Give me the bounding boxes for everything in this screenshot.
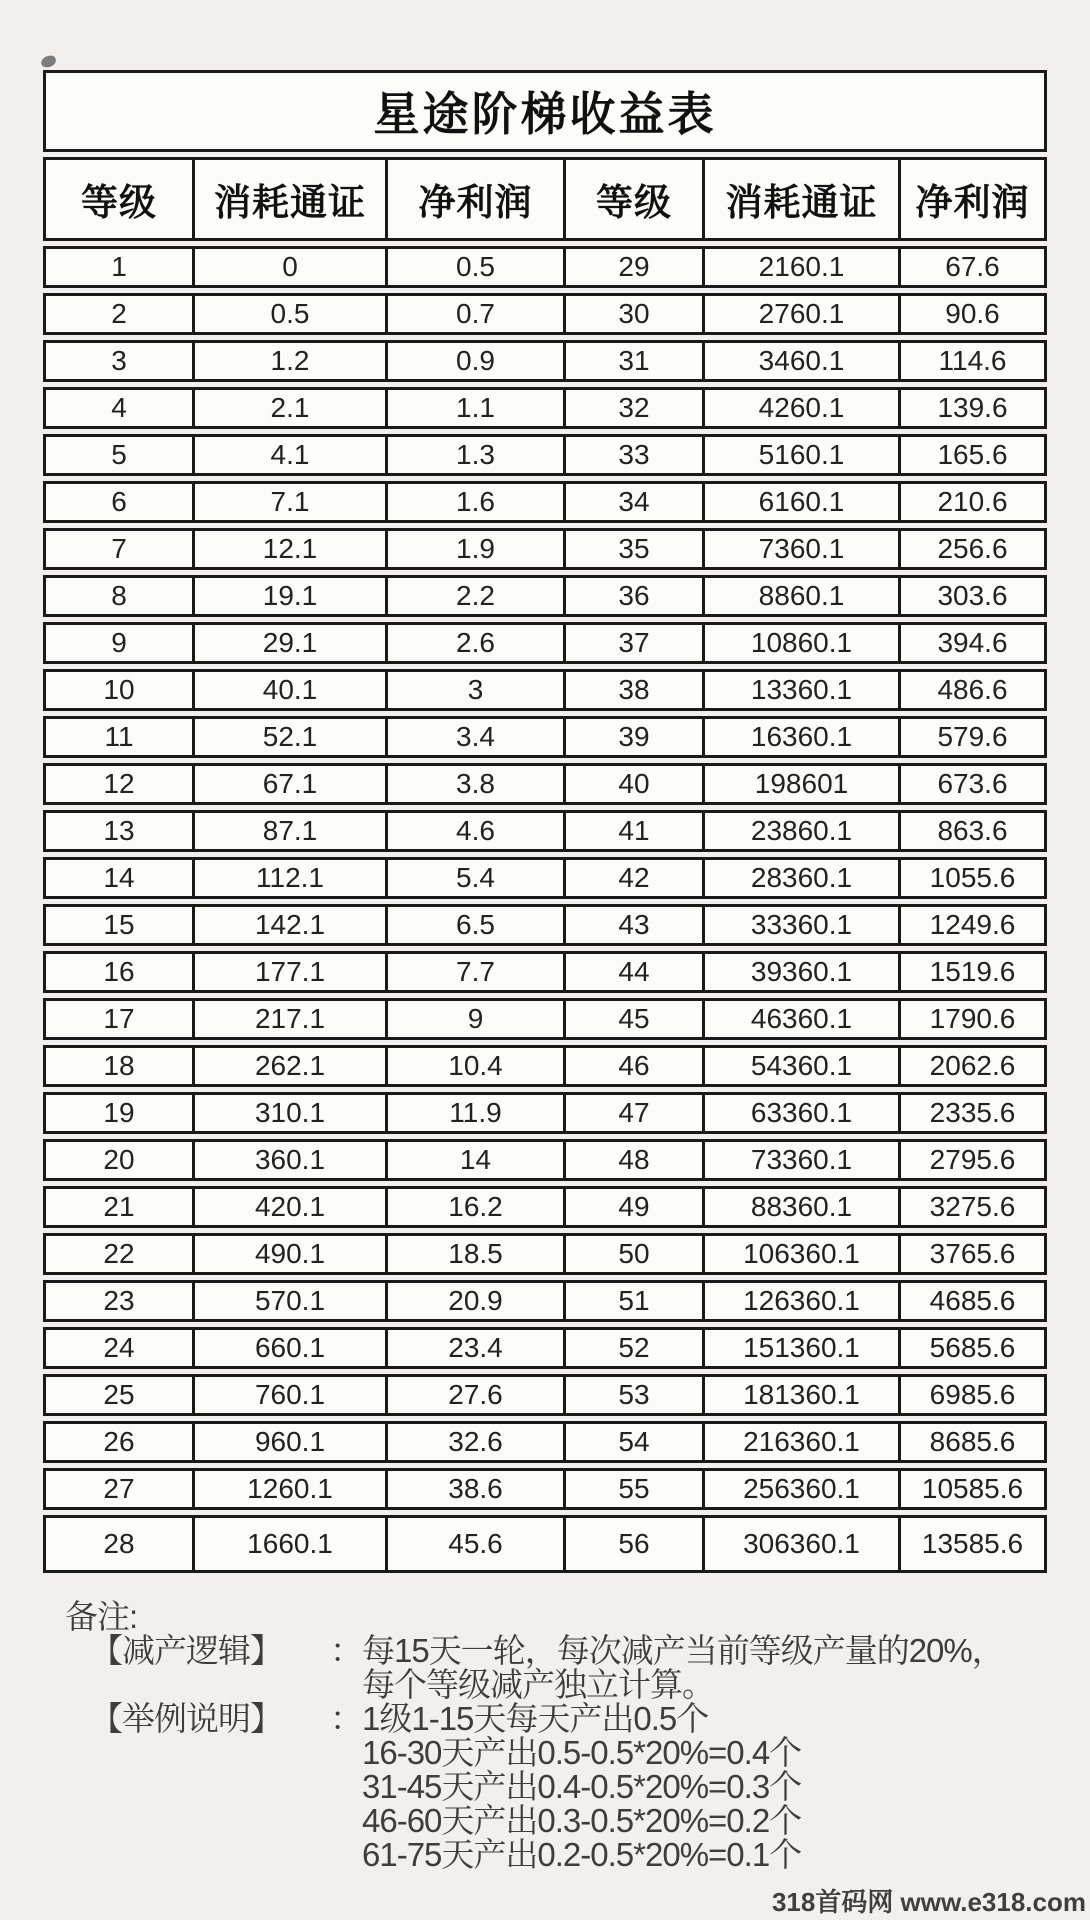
table-cell: 1	[111, 251, 127, 282]
table-row	[43, 1374, 1047, 1416]
table-cell: 5160.1	[702, 437, 898, 473]
table-row	[43, 434, 1047, 476]
table-cell: 210.6	[898, 484, 1044, 520]
table-cell: 306360.1	[702, 1518, 898, 1570]
table-cell: 23	[103, 1285, 135, 1316]
table-cell: 4	[111, 392, 127, 423]
table-cell: 7360.1	[702, 531, 898, 567]
table-row	[43, 951, 1047, 993]
table-cell: 6	[111, 486, 127, 517]
table-cell: 24	[103, 1332, 135, 1363]
table-cell: 8860.1	[702, 578, 898, 614]
notes-label: 备注:	[65, 1598, 138, 1635]
table-cell: 10585.6	[898, 1471, 1044, 1507]
table-row	[43, 1233, 1047, 1275]
table-cell: 55	[563, 1471, 702, 1507]
table-row	[43, 246, 1047, 288]
table-cell: 41	[563, 813, 702, 849]
table-cell: 25	[103, 1379, 135, 1410]
table-cell: 2.6	[385, 625, 563, 661]
table-cell: 8	[111, 580, 127, 611]
watermark: 318首码网 www.e318.com	[771, 1887, 1086, 1917]
table-cell: 67.6	[898, 249, 1044, 285]
table-cell: 256.6	[898, 531, 1044, 567]
table-cell: 2760.1	[702, 296, 898, 332]
table-row	[43, 1515, 1047, 1573]
table-cell: 49	[563, 1189, 702, 1225]
table-cell: 0.5	[192, 296, 385, 332]
table-cell: 63360.1	[702, 1095, 898, 1131]
table-cell: 4685.6	[898, 1283, 1044, 1319]
table-cell: 1660.1	[192, 1518, 385, 1570]
table-cell: 360.1	[192, 1142, 385, 1178]
table-cell: 490.1	[192, 1236, 385, 1272]
table-cell: 394.6	[898, 625, 1044, 661]
table-row	[43, 716, 1047, 758]
table-cell: 142.1	[192, 907, 385, 943]
table-cell: 1.6	[385, 484, 563, 520]
table-cell: 31	[563, 343, 702, 379]
table-cell: 3	[385, 672, 563, 708]
note-lines	[362, 1634, 1070, 1702]
table-cell: 126360.1	[702, 1283, 898, 1319]
table-cell: 6160.1	[702, 484, 898, 520]
table-cell: 6985.6	[898, 1377, 1044, 1413]
photo-smudge	[40, 55, 57, 69]
table-cell: 13360.1	[702, 672, 898, 708]
table-header-row	[43, 157, 1047, 241]
table-row	[43, 1327, 1047, 1369]
table-cell: 20.9	[385, 1283, 563, 1319]
table-cell: 15	[103, 909, 135, 940]
table-row	[43, 387, 1047, 429]
table-cell: 29	[563, 249, 702, 285]
table-cell: 177.1	[192, 954, 385, 990]
note-line: 16-30天产出0.5-0.5*20%=0.4个	[362, 1734, 802, 1771]
table-cell: 29.1	[192, 625, 385, 661]
table-cell: 3	[111, 345, 127, 376]
table-cell: 0.7	[385, 296, 563, 332]
table-cell: 181360.1	[702, 1377, 898, 1413]
table-row	[43, 1468, 1047, 1510]
table-cell: 570.1	[192, 1283, 385, 1319]
table-cell: 12.1	[192, 531, 385, 567]
table-cell: 23860.1	[702, 813, 898, 849]
table-cell: 37	[563, 625, 702, 661]
table-cell: 20	[103, 1144, 135, 1175]
table-cell: 114.6	[898, 343, 1044, 379]
table-cell: 73360.1	[702, 1142, 898, 1178]
table-cell: 2	[111, 298, 127, 329]
table-cell: 32.6	[385, 1424, 563, 1460]
table-cell: 28360.1	[702, 860, 898, 896]
table-body	[43, 246, 1047, 1573]
table-cell: 10.4	[385, 1048, 563, 1084]
table-cell: 760.1	[192, 1377, 385, 1413]
note-item	[90, 1702, 1070, 1872]
table-cell: 53	[563, 1377, 702, 1413]
table-cell: 3765.6	[898, 1236, 1044, 1272]
table-cell: 16.2	[385, 1189, 563, 1225]
table-cell: 8685.6	[898, 1424, 1044, 1460]
table-cell: 310.1	[192, 1095, 385, 1131]
header-cell: 净利润	[385, 160, 563, 238]
table-cell: 47	[563, 1095, 702, 1131]
table-cell: 16	[103, 956, 135, 987]
table-row	[43, 1421, 1047, 1463]
table-cell: 5685.6	[898, 1330, 1044, 1366]
table-cell: 18	[103, 1050, 135, 1081]
table-row	[43, 528, 1047, 570]
table-cell: 3.4	[385, 719, 563, 755]
table-cell: 151360.1	[702, 1330, 898, 1366]
note-lines	[362, 1702, 1070, 1872]
table-cell: 87.1	[192, 813, 385, 849]
table-cell: 56	[563, 1518, 702, 1570]
table-cell: 1519.6	[898, 954, 1044, 990]
table-cell: 1.3	[385, 437, 563, 473]
table-cell: 21	[103, 1191, 135, 1222]
table-cell: 198601	[702, 766, 898, 802]
table-cell: 106360.1	[702, 1236, 898, 1272]
note-line: 31-45天产出0.4-0.5*20%=0.3个	[362, 1768, 802, 1805]
table-cell: 1790.6	[898, 1001, 1044, 1037]
table-cell: 11.9	[385, 1095, 563, 1131]
table-cell: 45.6	[385, 1518, 563, 1570]
table-row	[43, 1186, 1047, 1228]
table-cell: 112.1	[192, 860, 385, 896]
table-cell: 7	[111, 533, 127, 564]
table-cell: 3275.6	[898, 1189, 1044, 1225]
note-line: 每个等级减产独立计算。	[362, 1666, 714, 1703]
table-cell: 44	[563, 954, 702, 990]
table-cell: 1.1	[385, 390, 563, 426]
table-row	[43, 763, 1047, 805]
table-cell: 0.5	[385, 249, 563, 285]
table-cell: 4.1	[192, 437, 385, 473]
table-cell: 14	[385, 1142, 563, 1178]
note-tag: 【减产逻辑】 ：	[90, 1632, 362, 1669]
table-cell: 18.5	[385, 1236, 563, 1272]
table-cell: 13	[103, 815, 135, 846]
table-cell: 1260.1	[192, 1471, 385, 1507]
table-row	[43, 669, 1047, 711]
table-cell: 12	[103, 768, 135, 799]
table-cell: 660.1	[192, 1330, 385, 1366]
table-cell: 14	[103, 862, 135, 893]
header-cell: 等级	[563, 160, 702, 238]
income-table	[43, 70, 1047, 1573]
table-cell: 39	[563, 719, 702, 755]
table-cell: 19	[103, 1097, 135, 1128]
table-cell: 303.6	[898, 578, 1044, 614]
table-row	[43, 340, 1047, 382]
header-cell: 净利润	[898, 160, 1044, 238]
table-cell: 10860.1	[702, 625, 898, 661]
table-cell: 4260.1	[702, 390, 898, 426]
table-row	[43, 1092, 1047, 1134]
table-row	[43, 622, 1047, 664]
table-cell: 27.6	[385, 1377, 563, 1413]
table-cell: 50	[563, 1236, 702, 1272]
table-row	[43, 1139, 1047, 1181]
table-row	[43, 1280, 1047, 1322]
table-cell: 32	[563, 390, 702, 426]
table-cell: 1249.6	[898, 907, 1044, 943]
table-row	[43, 810, 1047, 852]
note-item	[90, 1634, 1070, 1702]
table-cell: 22	[103, 1238, 135, 1269]
table-cell: 5.4	[385, 860, 563, 896]
table-cell: 9	[111, 627, 127, 658]
table-cell: 13585.6	[898, 1518, 1044, 1570]
table-cell: 26	[103, 1426, 135, 1457]
table-cell: 2335.6	[898, 1095, 1044, 1131]
table-cell: 673.6	[898, 766, 1044, 802]
table-row	[43, 293, 1047, 335]
table-cell: 33360.1	[702, 907, 898, 943]
table-row	[43, 857, 1047, 899]
table-cell: 1.9	[385, 531, 563, 567]
header-cell: 消耗通证	[702, 160, 898, 238]
table-cell: 216360.1	[702, 1424, 898, 1460]
table-cell: 10	[103, 674, 135, 705]
table-cell: 43	[563, 907, 702, 943]
table-cell: 67.1	[192, 766, 385, 802]
table-cell: 6.5	[385, 907, 563, 943]
table-cell: 863.6	[898, 813, 1044, 849]
notes-section	[65, 1600, 1070, 1872]
table-cell: 30	[563, 296, 702, 332]
table-cell: 17	[103, 1003, 135, 1034]
table-cell: 38.6	[385, 1471, 563, 1507]
table-cell: 5	[111, 439, 127, 470]
table-row	[43, 1045, 1047, 1087]
table-cell: 165.6	[898, 437, 1044, 473]
header-cell: 等级	[81, 182, 157, 223]
table-row	[43, 575, 1047, 617]
table-cell: 3460.1	[702, 343, 898, 379]
table-cell: 45	[563, 1001, 702, 1037]
table-cell: 46	[563, 1048, 702, 1084]
table-cell: 2160.1	[702, 249, 898, 285]
table-title: 星途阶梯收益表	[43, 70, 1047, 152]
table-cell: 9	[385, 1001, 563, 1037]
table-cell: 36	[563, 578, 702, 614]
table-cell: 960.1	[192, 1424, 385, 1460]
table-cell: 2.2	[385, 578, 563, 614]
table-cell: 2062.6	[898, 1048, 1044, 1084]
table-cell: 52	[563, 1330, 702, 1366]
table-cell: 1.2	[192, 343, 385, 379]
table-cell: 48	[563, 1142, 702, 1178]
table-cell: 35	[563, 531, 702, 567]
note-line: 1级1-15天每天产出0.5个	[362, 1700, 709, 1737]
table-row	[43, 998, 1047, 1040]
table-cell: 90.6	[898, 296, 1044, 332]
table-cell: 11	[104, 721, 134, 752]
table-cell: 51	[563, 1283, 702, 1319]
table-row	[43, 904, 1047, 946]
table-cell: 38	[563, 672, 702, 708]
table-cell: 0	[192, 249, 385, 285]
header-cell: 消耗通证	[192, 160, 385, 238]
notes-list	[65, 1634, 1070, 1872]
note-tag: 【举例说明】 ：	[90, 1700, 362, 1737]
table-cell: 4.6	[385, 813, 563, 849]
note-line: 每15天一轮，每次减产当前等级产量的20%，	[362, 1632, 1004, 1669]
table-cell: 217.1	[192, 1001, 385, 1037]
table-cell: 139.6	[898, 390, 1044, 426]
table-cell: 46360.1	[702, 1001, 898, 1037]
note-line: 46-60天产出0.3-0.5*20%=0.2个	[362, 1802, 802, 1839]
table-cell: 19.1	[192, 578, 385, 614]
table-cell: 52.1	[192, 719, 385, 755]
table-cell: 7.7	[385, 954, 563, 990]
table-cell: 40	[563, 766, 702, 802]
table-cell: 2.1	[192, 390, 385, 426]
table-cell: 27	[103, 1473, 135, 1504]
table-cell: 256360.1	[702, 1471, 898, 1507]
table-cell: 40.1	[192, 672, 385, 708]
table-cell: 262.1	[192, 1048, 385, 1084]
table-cell: 33	[563, 437, 702, 473]
table-cell: 2795.6	[898, 1142, 1044, 1178]
table-cell: 23.4	[385, 1330, 563, 1366]
table-cell: 28	[103, 1528, 135, 1559]
table-cell: 42	[563, 860, 702, 896]
table-cell: 579.6	[898, 719, 1044, 755]
note-line: 61-75天产出0.2-0.5*20%=0.1个	[362, 1836, 802, 1873]
table-cell: 54	[563, 1424, 702, 1460]
table-cell: 34	[563, 484, 702, 520]
table-cell: 3.8	[385, 766, 563, 802]
table-cell: 54360.1	[702, 1048, 898, 1084]
table-cell: 420.1	[192, 1189, 385, 1225]
table-cell: 88360.1	[702, 1189, 898, 1225]
table-cell: 7.1	[192, 484, 385, 520]
table-cell: 1055.6	[898, 860, 1044, 896]
table-cell: 486.6	[898, 672, 1044, 708]
table-cell: 16360.1	[702, 719, 898, 755]
table-cell: 39360.1	[702, 954, 898, 990]
table-cell: 0.9	[385, 343, 563, 379]
table-row	[43, 481, 1047, 523]
